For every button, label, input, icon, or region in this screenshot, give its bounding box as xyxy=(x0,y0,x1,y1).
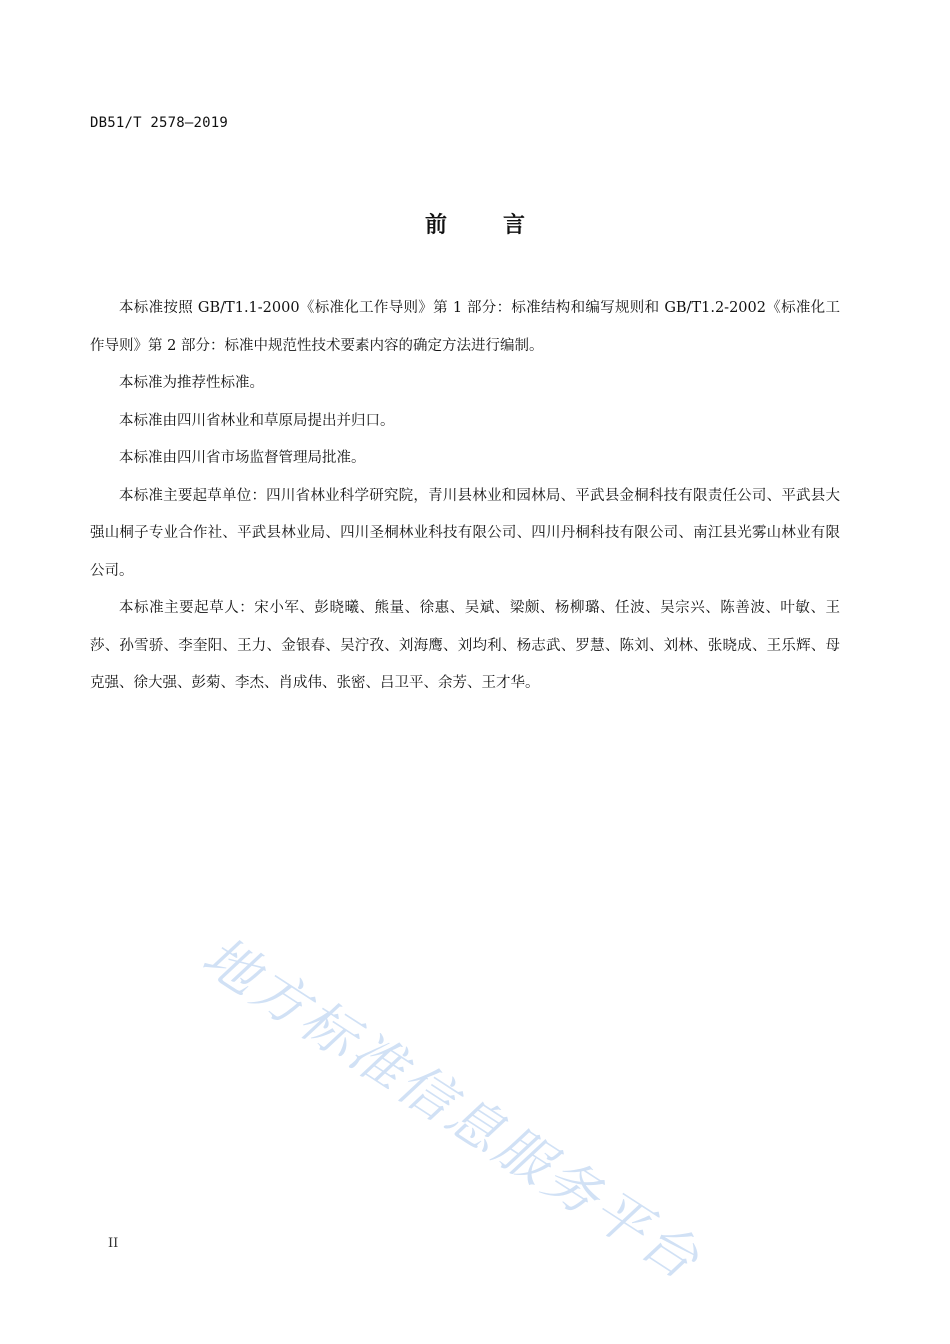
paragraph-drafting-rules: 本标准按照 GB/T1.1-2000《标准化工作导则》第 1 部分：标准结构和编写规则和 GB/T1.2-2002《标准化工作导则》第 2 部分：标准中规范性技术要素内容的确定方法进行编制。 xyxy=(90,300,840,354)
paragraph-drafting-units: 本标准主要起草单位：四川省林业科学研究院，青川县林业和园林局、平武县金桐科技有限责任公司、平武县大强山桐子专业合作社、平武县林业局、四川圣桐林业科技有限公司、四川丹桐科技有限公司、南江县光雾山林业有限公司。 xyxy=(90,487,840,579)
page-number: II xyxy=(108,1236,119,1251)
title-char-1: 前 xyxy=(424,213,447,238)
foreword-body xyxy=(90,290,840,703)
watermark: 地方标准信息服务平台 xyxy=(191,924,713,1293)
standard-code: DB51/T 2578—2019 xyxy=(90,115,229,131)
paragraph-drafters: 本标准主要起草人：宋小军、彭晓曦、熊量、徐惠、吴斌、梁颇、杨柳璐、任波、吴宗兴、陈善波、叶敏、王莎、孙雪骄、李奎阳、王力、金银春、吴泞孜、刘海鹰、刘均利、杨志武、罗慧、陈刘、刘林、张晓成、王乐辉、母克强、徐大强、彭菊、李杰、肖成伟、张密、吕卫平、余芳、王才华。 xyxy=(90,600,840,691)
paragraph-recommended-standard: 本标准为推荐性标准。 xyxy=(119,375,264,391)
paragraph-proposer: 本标准由四川省林业和草原局提出并归口。 xyxy=(119,412,395,429)
title-char-2: 言 xyxy=(503,213,526,238)
page-title xyxy=(0,208,950,239)
paragraph-approver: 本标准由四川省市场监督管理局批准。 xyxy=(119,450,366,466)
